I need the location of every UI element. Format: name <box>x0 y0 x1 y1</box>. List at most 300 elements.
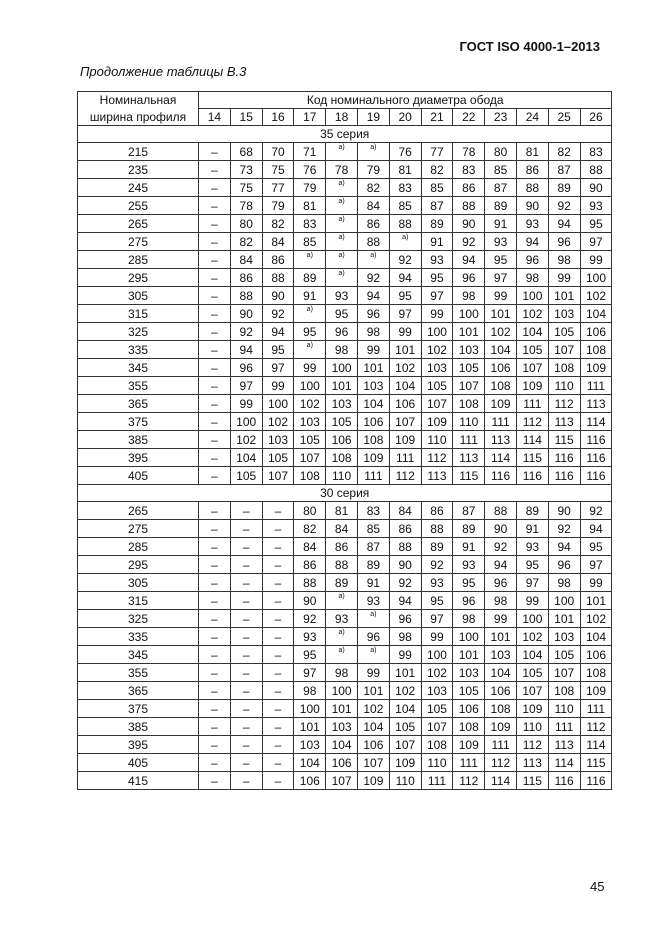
diameter-value-cell: 97 <box>230 377 262 395</box>
diameter-value-cell: 102 <box>516 305 548 323</box>
table-row <box>78 538 612 556</box>
diameter-value-cell: 96 <box>453 592 485 610</box>
diameter-value-cell: 86 <box>421 502 453 520</box>
table-row <box>78 179 612 197</box>
diameter-value-cell: 101 <box>326 700 358 718</box>
table-row <box>78 754 612 772</box>
diameter-value-cell: 101 <box>294 718 326 736</box>
diameter-value-cell: 106 <box>326 431 358 449</box>
section-width-cell: 385 <box>78 718 199 736</box>
diameter-value-cell: 99 <box>548 269 580 287</box>
diameter-value-cell: 88 <box>294 574 326 592</box>
diameter-value-cell: 95 <box>580 538 612 556</box>
table-row <box>78 592 612 610</box>
diameter-value-cell: 109 <box>485 395 517 413</box>
diameter-value-cell: 91 <box>294 287 326 305</box>
diameter-value-cell: 81 <box>516 143 548 161</box>
diameter-value-cell: 110 <box>326 467 358 485</box>
diameter-value-cell: 111 <box>516 395 548 413</box>
diameter-value-cell: 108 <box>580 341 612 359</box>
diameter-value-cell: 100 <box>548 592 580 610</box>
rim-code-header: 24 <box>516 109 548 126</box>
diameter-value-cell: 98 <box>453 287 485 305</box>
diameter-value-cell: 95 <box>516 556 548 574</box>
diameter-value-cell: 79 <box>262 197 294 215</box>
section-width-cell: 345 <box>78 646 199 664</box>
diameter-value-cell: 95 <box>421 592 453 610</box>
diameter-value-cell: 105 <box>548 646 580 664</box>
diameter-value-cell: 100 <box>421 323 453 341</box>
diameter-value-cell: 90 <box>389 556 421 574</box>
diameter-value-cell: 95 <box>294 323 326 341</box>
diameter-value-cell: 92 <box>262 305 294 323</box>
diameter-value-cell: 108 <box>421 736 453 754</box>
diameter-value-cell: 81 <box>294 197 326 215</box>
diameter-value-cell: 99 <box>389 323 421 341</box>
diameter-value-cell: 102 <box>516 628 548 646</box>
diameter-value-cell: 86 <box>230 269 262 287</box>
diameter-value-cell: 101 <box>453 323 485 341</box>
diameter-value-cell: 94 <box>548 538 580 556</box>
diameter-value-cell: 97 <box>485 269 517 287</box>
diameter-value-cell: а) <box>326 269 358 287</box>
diameter-value-cell: 111 <box>389 449 421 467</box>
diameter-value-cell: 89 <box>421 215 453 233</box>
diameter-value-cell: 111 <box>548 718 580 736</box>
diameter-value-cell: 105 <box>548 323 580 341</box>
diameter-value-cell: 88 <box>421 520 453 538</box>
diameter-value-cell: 102 <box>230 431 262 449</box>
diameter-value-cell: – <box>262 556 294 574</box>
diameter-value-cell: 90 <box>548 502 580 520</box>
section-width-cell: 375 <box>78 413 199 431</box>
diameter-value-cell: а) <box>326 143 358 161</box>
table-row <box>78 520 612 538</box>
diameter-value-cell: 100 <box>326 682 358 700</box>
diameter-value-cell: 82 <box>548 143 580 161</box>
series-title: 30 серия <box>78 485 612 502</box>
diameter-value-cell: 88 <box>389 538 421 556</box>
diameter-value-cell: 104 <box>357 718 389 736</box>
diameter-value-cell: 91 <box>421 233 453 251</box>
diameter-value-cell: 111 <box>453 431 485 449</box>
diameter-value-cell: 103 <box>548 305 580 323</box>
diameter-value-cell: 102 <box>580 287 612 305</box>
diameter-value-cell: 115 <box>580 754 612 772</box>
table-row <box>78 664 612 682</box>
diameter-value-cell: 87 <box>357 538 389 556</box>
diameter-value-cell: 82 <box>230 233 262 251</box>
diameter-value-cell: 89 <box>326 574 358 592</box>
diameter-value-cell: 107 <box>548 664 580 682</box>
diameter-value-cell: 86 <box>262 251 294 269</box>
diameter-value-cell: 89 <box>453 520 485 538</box>
diameter-value-cell: – <box>230 700 262 718</box>
diameter-value-cell: – <box>230 628 262 646</box>
diameter-value-cell: 90 <box>230 305 262 323</box>
diameter-value-cell: 107 <box>516 359 548 377</box>
diameter-value-cell: 90 <box>294 592 326 610</box>
diameter-value-cell: 108 <box>453 718 485 736</box>
diameter-value-cell: 103 <box>262 431 294 449</box>
diameter-value-cell: 82 <box>294 520 326 538</box>
diameter-value-cell: 87 <box>485 179 517 197</box>
series-row <box>78 126 612 143</box>
diameter-value-cell: – <box>262 520 294 538</box>
diameter-value-cell: 99 <box>357 341 389 359</box>
diameter-value-cell: – <box>262 772 294 790</box>
diameter-value-cell: 99 <box>230 395 262 413</box>
section-width-cell: 365 <box>78 682 199 700</box>
table-row <box>78 395 612 413</box>
table-row <box>78 556 612 574</box>
table-row <box>78 718 612 736</box>
diameter-value-cell: 73 <box>230 161 262 179</box>
diameter-value-cell: – <box>199 431 231 449</box>
diameter-value-cell: 99 <box>389 646 421 664</box>
diameter-value-cell: 79 <box>357 161 389 179</box>
diameter-value-cell: 104 <box>230 449 262 467</box>
diameter-value-cell: 116 <box>580 431 612 449</box>
diameter-value-cell: 105 <box>230 467 262 485</box>
diameter-value-cell: 85 <box>294 233 326 251</box>
diameter-value-cell: 105 <box>389 718 421 736</box>
diameter-value-cell: 103 <box>357 377 389 395</box>
diameter-value-cell: 104 <box>357 395 389 413</box>
diameter-value-cell: 99 <box>516 592 548 610</box>
rim-code-header: 15 <box>230 109 262 126</box>
diameter-value-cell: – <box>199 287 231 305</box>
section-width-cell: 355 <box>78 377 199 395</box>
diameter-value-cell: 100 <box>453 628 485 646</box>
section-width-cell: 255 <box>78 197 199 215</box>
diameter-value-cell: 95 <box>326 305 358 323</box>
diameter-value-cell: 104 <box>580 628 612 646</box>
diameter-value-cell: 112 <box>421 449 453 467</box>
diameter-value-cell: 107 <box>548 341 580 359</box>
diameter-value-cell: 100 <box>421 646 453 664</box>
diameter-value-cell: 92 <box>453 233 485 251</box>
diameter-value-cell: 111 <box>421 772 453 790</box>
diameter-value-cell: а) <box>326 646 358 664</box>
diameter-value-cell: а) <box>326 197 358 215</box>
diameter-value-cell: – <box>230 754 262 772</box>
diameter-value-cell: 68 <box>230 143 262 161</box>
page-number: 45 <box>590 879 605 894</box>
diameter-value-cell: а) <box>294 341 326 359</box>
section-width-cell: 215 <box>78 143 199 161</box>
diameter-value-cell: 70 <box>262 143 294 161</box>
diameter-value-cell: 108 <box>357 431 389 449</box>
diameter-value-cell: 99 <box>357 664 389 682</box>
diameter-value-cell: 88 <box>485 502 517 520</box>
diameter-value-cell: 89 <box>421 538 453 556</box>
diameter-value-cell: 92 <box>230 323 262 341</box>
diameter-value-cell: 116 <box>485 467 517 485</box>
diameter-value-cell: – <box>230 736 262 754</box>
diameter-value-cell: – <box>199 395 231 413</box>
section-width-cell: 295 <box>78 556 199 574</box>
diameter-value-cell: 109 <box>580 682 612 700</box>
diameter-value-cell: – <box>199 628 231 646</box>
diameter-value-cell: – <box>262 592 294 610</box>
diameter-value-cell: 78 <box>453 143 485 161</box>
diameter-value-cell: 99 <box>294 359 326 377</box>
table-row <box>78 736 612 754</box>
diameter-value-cell: 98 <box>357 323 389 341</box>
diameter-value-cell: 116 <box>580 772 612 790</box>
table-row <box>78 467 612 485</box>
diameter-value-cell: а) <box>326 628 358 646</box>
header-row-2 <box>78 109 612 126</box>
diameter-value-cell: 110 <box>421 431 453 449</box>
diameter-value-cell: – <box>199 772 231 790</box>
diameter-value-cell: 94 <box>230 341 262 359</box>
diameter-value-cell: – <box>230 610 262 628</box>
diameter-value-cell: 76 <box>389 143 421 161</box>
diameter-value-cell: 107 <box>294 449 326 467</box>
rim-code-header: 16 <box>262 109 294 126</box>
diameter-value-cell: 80 <box>230 215 262 233</box>
diameter-value-cell: 102 <box>580 610 612 628</box>
table-row <box>78 413 612 431</box>
diameter-value-cell: 84 <box>262 233 294 251</box>
diameter-value-cell: 102 <box>389 359 421 377</box>
diameter-value-cell: – <box>199 305 231 323</box>
section-width-cell: 285 <box>78 538 199 556</box>
diameter-value-cell: 103 <box>326 395 358 413</box>
diameter-value-cell: 105 <box>453 682 485 700</box>
diameter-value-cell: 116 <box>548 449 580 467</box>
diameter-value-cell: 92 <box>421 556 453 574</box>
section-width-cell: 335 <box>78 341 199 359</box>
diameter-value-cell: 99 <box>421 628 453 646</box>
diameter-value-cell: 97 <box>580 233 612 251</box>
diameter-value-cell: а) <box>294 305 326 323</box>
diameter-value-cell: 84 <box>230 251 262 269</box>
diameter-value-cell: 97 <box>262 359 294 377</box>
diameter-value-cell: 96 <box>357 305 389 323</box>
diameter-value-cell: а) <box>326 251 358 269</box>
table-row <box>78 574 612 592</box>
diameter-value-cell: 112 <box>516 413 548 431</box>
diameter-value-cell: 94 <box>548 215 580 233</box>
diameter-value-cell: 91 <box>453 538 485 556</box>
table-row <box>78 646 612 664</box>
diameter-value-cell: 84 <box>357 197 389 215</box>
diameter-value-cell: 111 <box>485 736 517 754</box>
diameter-value-cell: 106 <box>294 772 326 790</box>
diameter-value-cell: 85 <box>357 520 389 538</box>
diameter-value-cell: 114 <box>485 449 517 467</box>
table-row <box>78 251 612 269</box>
diameter-value-cell: а) <box>326 215 358 233</box>
diameter-value-cell: 101 <box>485 628 517 646</box>
diameter-value-cell: – <box>199 377 231 395</box>
diameter-value-cell: – <box>262 538 294 556</box>
diameter-value-cell: 83 <box>357 502 389 520</box>
diameter-value-cell: 100 <box>262 395 294 413</box>
diameter-value-cell: 82 <box>262 215 294 233</box>
diameter-value-cell: а) <box>389 233 421 251</box>
diameter-value-cell: – <box>199 718 231 736</box>
diameter-value-cell: – <box>199 215 231 233</box>
diameter-value-cell: 116 <box>580 449 612 467</box>
rim-code-header: 18 <box>326 109 358 126</box>
diameter-value-cell: 90 <box>453 215 485 233</box>
diameter-value-cell: – <box>262 610 294 628</box>
diameter-value-cell: 104 <box>516 646 548 664</box>
diameter-value-cell: – <box>230 520 262 538</box>
diameter-value-cell: 112 <box>580 718 612 736</box>
diameter-value-cell: а) <box>357 251 389 269</box>
diameter-value-cell: 100 <box>230 413 262 431</box>
section-width-cell: 325 <box>78 323 199 341</box>
table-row <box>78 197 612 215</box>
diameter-value-cell: 105 <box>262 449 294 467</box>
diameter-value-cell: – <box>199 233 231 251</box>
diameter-value-cell: 116 <box>548 467 580 485</box>
diameter-value-cell: 110 <box>516 718 548 736</box>
diameter-value-cell: 103 <box>485 646 517 664</box>
diameter-value-cell: 97 <box>421 610 453 628</box>
diameter-value-cell: 85 <box>485 161 517 179</box>
diameter-value-cell: 103 <box>294 736 326 754</box>
diameter-value-cell: а) <box>357 143 389 161</box>
diameter-value-cell: 108 <box>453 395 485 413</box>
diameter-value-cell: 92 <box>548 520 580 538</box>
table-row <box>78 269 612 287</box>
diameter-value-cell: – <box>199 592 231 610</box>
section-width-cell: 385 <box>78 431 199 449</box>
diameter-value-cell: 113 <box>453 449 485 467</box>
diameter-value-cell: 106 <box>580 646 612 664</box>
diameter-value-cell: 91 <box>516 520 548 538</box>
diameter-value-cell: 89 <box>294 269 326 287</box>
table-row <box>78 341 612 359</box>
section-width-cell: 315 <box>78 305 199 323</box>
diameter-value-cell: 116 <box>516 467 548 485</box>
diameter-value-cell: – <box>230 682 262 700</box>
section-width-cell: 355 <box>78 664 199 682</box>
diameter-value-cell: – <box>262 700 294 718</box>
diameter-value-cell: 115 <box>516 449 548 467</box>
table-row <box>78 143 612 161</box>
diameter-value-cell: 107 <box>262 467 294 485</box>
diameter-value-cell: 81 <box>326 502 358 520</box>
diameter-value-cell: 113 <box>421 467 453 485</box>
diameter-value-cell: – <box>199 449 231 467</box>
diameter-value-cell: – <box>199 269 231 287</box>
diameter-value-cell: 99 <box>421 305 453 323</box>
diameter-value-cell: 112 <box>548 395 580 413</box>
table-row <box>78 161 612 179</box>
rim-code-header: 21 <box>421 109 453 126</box>
diameter-value-cell: – <box>199 323 231 341</box>
diameter-value-cell: 111 <box>580 700 612 718</box>
diameter-value-cell: – <box>199 664 231 682</box>
table-row <box>78 323 612 341</box>
diameter-value-cell: 93 <box>453 556 485 574</box>
section-width-cell: 285 <box>78 251 199 269</box>
diameter-value-cell: 77 <box>421 143 453 161</box>
rim-code-header: 22 <box>453 109 485 126</box>
diameter-value-cell: 110 <box>453 413 485 431</box>
diameter-value-cell: 102 <box>357 700 389 718</box>
table-row <box>78 215 612 233</box>
table-caption: Продолжение таблицы В.3 <box>80 64 247 79</box>
diameter-value-cell: 109 <box>389 754 421 772</box>
diameter-value-cell: 112 <box>453 772 485 790</box>
diameter-value-cell: 106 <box>485 682 517 700</box>
diameter-value-cell: 101 <box>389 664 421 682</box>
diameter-value-cell: 104 <box>485 341 517 359</box>
diameter-value-cell: 95 <box>421 269 453 287</box>
diameter-value-cell: 88 <box>262 269 294 287</box>
section-width-cell: 365 <box>78 395 199 413</box>
diameter-value-cell: 102 <box>485 323 517 341</box>
diameter-value-cell: 98 <box>326 341 358 359</box>
diameter-value-cell: 80 <box>485 143 517 161</box>
diameter-value-cell: 93 <box>516 538 548 556</box>
rim-code-group-header: Код номинального диаметра обода <box>199 92 612 109</box>
diameter-value-cell: 86 <box>294 556 326 574</box>
diameter-value-cell: 107 <box>389 736 421 754</box>
diameter-value-cell: 93 <box>294 628 326 646</box>
diameter-value-cell: 106 <box>357 736 389 754</box>
diameter-value-cell: 99 <box>580 574 612 592</box>
diameter-value-cell: 94 <box>389 269 421 287</box>
diameter-value-cell: 109 <box>389 431 421 449</box>
diameter-value-cell: 95 <box>389 287 421 305</box>
section-width-cell: 265 <box>78 215 199 233</box>
diameter-value-cell: 110 <box>421 754 453 772</box>
diameter-value-cell: 93 <box>516 215 548 233</box>
diameter-value-cell: 105 <box>516 664 548 682</box>
diameter-value-cell: 78 <box>230 197 262 215</box>
diameter-value-cell: 82 <box>357 179 389 197</box>
section-width-cell: 245 <box>78 179 199 197</box>
diameter-value-cell: 116 <box>580 467 612 485</box>
section-width-cell: 315 <box>78 592 199 610</box>
diameter-value-cell: 104 <box>389 377 421 395</box>
diameter-value-cell: 101 <box>357 359 389 377</box>
diameter-value-cell: 107 <box>357 754 389 772</box>
section-width-cell: 305 <box>78 287 199 305</box>
series-title: 35 серия <box>78 126 612 143</box>
diameter-value-cell: 108 <box>580 664 612 682</box>
section-width-cell: 335 <box>78 628 199 646</box>
diameter-value-cell: – <box>199 143 231 161</box>
diameter-value-cell: 101 <box>580 592 612 610</box>
diameter-value-cell: 94 <box>262 323 294 341</box>
diameter-value-cell: 95 <box>453 574 485 592</box>
diameter-value-cell: 93 <box>357 592 389 610</box>
diameter-value-cell: 82 <box>421 161 453 179</box>
diameter-value-cell: 71 <box>294 143 326 161</box>
diameter-value-cell: 114 <box>516 431 548 449</box>
diameter-value-cell: 100 <box>294 700 326 718</box>
diameter-value-cell: 79 <box>294 179 326 197</box>
section-width-cell: 325 <box>78 610 199 628</box>
diameter-value-cell: – <box>230 772 262 790</box>
diameter-value-cell: 115 <box>453 467 485 485</box>
diameter-value-cell: 103 <box>453 341 485 359</box>
diameter-value-cell: 83 <box>580 143 612 161</box>
diameter-value-cell: – <box>199 467 231 485</box>
diameter-value-cell: 98 <box>548 574 580 592</box>
diameter-value-cell: – <box>230 664 262 682</box>
